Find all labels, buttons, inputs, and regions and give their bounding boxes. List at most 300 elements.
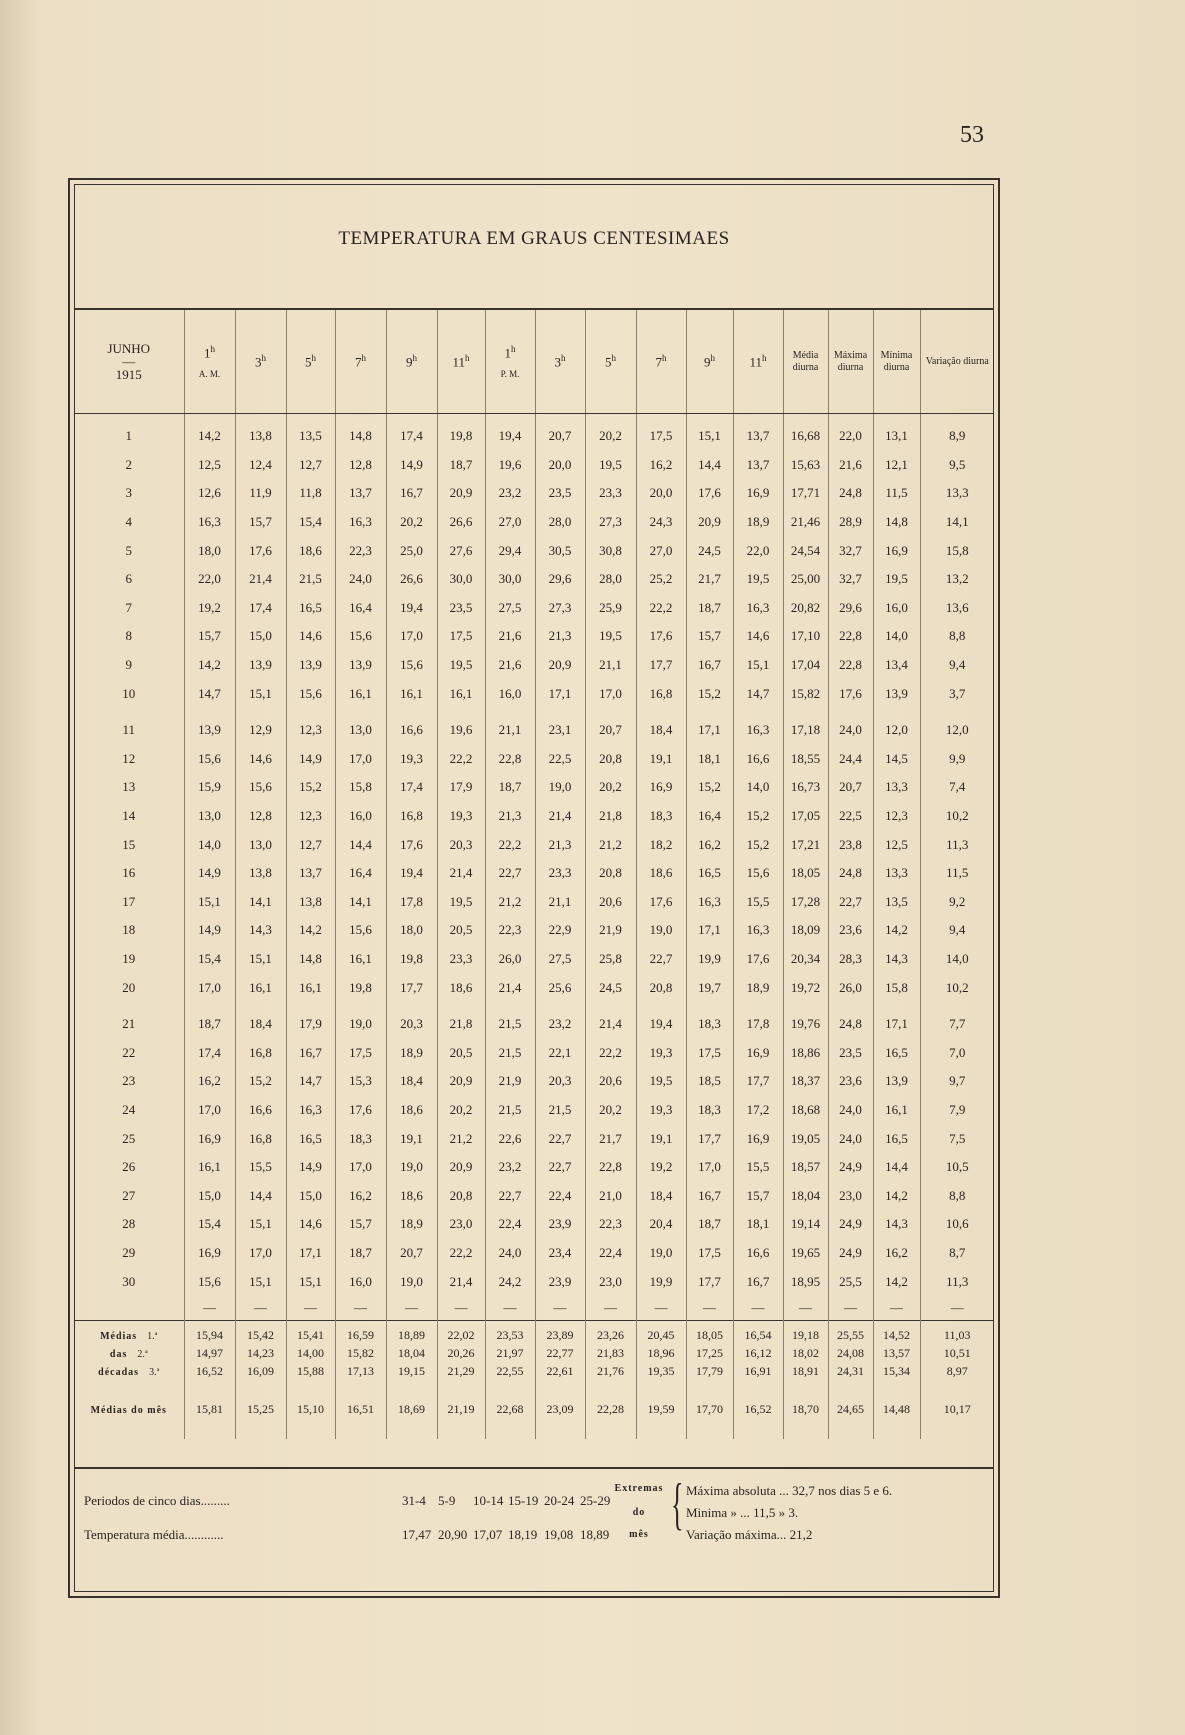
value-cell: 14,9 bbox=[286, 745, 335, 774]
value-cell: 14,6 bbox=[286, 622, 335, 651]
value-cell: 12,8 bbox=[235, 802, 286, 831]
value-cell: 15,4 bbox=[286, 508, 335, 537]
value-cell: 20,34 bbox=[783, 945, 828, 974]
value-cell: 14,7 bbox=[733, 679, 783, 708]
value-cell: 23,2 bbox=[485, 479, 535, 508]
value-cell: 15,4 bbox=[184, 1210, 235, 1239]
day-cell: 29 bbox=[122, 1244, 136, 1260]
value-cell: 16,9 bbox=[184, 1124, 235, 1153]
spacer-row bbox=[74, 414, 994, 423]
value-cell: 14,4 bbox=[335, 830, 386, 859]
value-cell: 20,2 bbox=[585, 422, 636, 451]
header-month: JUNHO bbox=[107, 340, 151, 356]
value-cell: 13,7 bbox=[733, 422, 783, 451]
value-cell: 13,9 bbox=[873, 679, 920, 708]
value-cell: 15,1 bbox=[286, 1267, 335, 1296]
value-cell: 22,8 bbox=[828, 651, 873, 680]
value-cell: 19,5 bbox=[437, 651, 485, 680]
value-cell: 23,6 bbox=[828, 1067, 873, 1096]
hour-suffix: h bbox=[710, 352, 715, 363]
value-cell: 20,4 bbox=[636, 1210, 686, 1239]
value-cell: 16,8 bbox=[235, 1124, 286, 1153]
value-cell: 17,1 bbox=[286, 1239, 335, 1268]
value-cell: 18,3 bbox=[636, 802, 686, 831]
spacer-cell bbox=[437, 414, 485, 423]
value-cell: 12,0 bbox=[873, 716, 920, 745]
value-cell: 17,5 bbox=[686, 1239, 733, 1268]
value-cell: 18,6 bbox=[286, 536, 335, 565]
value-cell: 18,4 bbox=[235, 1010, 286, 1039]
value-cell: 19,6 bbox=[437, 716, 485, 745]
value-cell: 27,0 bbox=[636, 536, 686, 565]
spacer-cell bbox=[386, 1002, 437, 1010]
page-number: 53 bbox=[960, 122, 984, 148]
value-cell: 14,3 bbox=[873, 945, 920, 974]
decade-value: 21,29 bbox=[437, 1363, 485, 1381]
value-cell: 11,8 bbox=[286, 479, 335, 508]
day-cell: 22 bbox=[122, 1044, 136, 1060]
value-cell: 16,3 bbox=[686, 888, 733, 917]
header-dash: — bbox=[122, 353, 136, 369]
day-cell: 26 bbox=[122, 1159, 136, 1175]
value-cell: 17,6 bbox=[733, 945, 783, 974]
value-cell: 15,6 bbox=[184, 1267, 235, 1296]
decade-value: 22,77 bbox=[535, 1345, 585, 1363]
value-cell: 22,7 bbox=[828, 888, 873, 917]
dash-cell: — bbox=[733, 1296, 783, 1321]
value-cell: 19,76 bbox=[783, 1010, 828, 1039]
value-cell: 19,2 bbox=[184, 594, 235, 623]
value-cell: 24,5 bbox=[686, 536, 733, 565]
value-cell: 17,0 bbox=[386, 622, 437, 651]
decade-value: 15,82 bbox=[335, 1345, 386, 1363]
extremas-label-do: do bbox=[632, 1507, 646, 1518]
value-cell: 20,8 bbox=[437, 1181, 485, 1210]
value-cell: 20,2 bbox=[437, 1096, 485, 1125]
decade-value: 19,15 bbox=[386, 1363, 437, 1381]
value-cell: 22,7 bbox=[485, 1181, 535, 1210]
value-cell: 14,3 bbox=[873, 1210, 920, 1239]
decade-label: Médias bbox=[100, 1331, 138, 1343]
value-cell: 17,71 bbox=[783, 479, 828, 508]
value-cell: 20,6 bbox=[585, 1067, 636, 1096]
day-cell: 1 bbox=[125, 428, 132, 444]
value-cell: 16,9 bbox=[636, 773, 686, 802]
temperature-table bbox=[74, 308, 994, 1439]
value-cell: 22,8 bbox=[828, 622, 873, 651]
dash-cell bbox=[74, 1296, 184, 1321]
value-cell: 16,9 bbox=[733, 1124, 783, 1153]
table-row bbox=[74, 716, 994, 745]
value-cell: 19,2 bbox=[636, 1153, 686, 1182]
value-cell: 19,14 bbox=[783, 1210, 828, 1239]
value-cell: 16,7 bbox=[386, 479, 437, 508]
value-cell: 13,0 bbox=[184, 802, 235, 831]
decade-value: 21,97 bbox=[485, 1345, 535, 1363]
value-cell: 14,6 bbox=[286, 1210, 335, 1239]
value-cell: 25,5 bbox=[828, 1267, 873, 1296]
value-cell: 32,7 bbox=[828, 536, 873, 565]
value-cell: 23,3 bbox=[535, 859, 585, 888]
value-cell: 21,46 bbox=[783, 508, 828, 537]
value-cell: 14,0 bbox=[733, 773, 783, 802]
header-hour-col bbox=[636, 309, 686, 414]
value-cell: 20,2 bbox=[386, 508, 437, 537]
header-hour-col bbox=[235, 309, 286, 414]
value-cell: 27,5 bbox=[485, 594, 535, 623]
value-cell: 16,5 bbox=[286, 1124, 335, 1153]
decade-value: 20,26 bbox=[437, 1345, 485, 1363]
value-cell: 14,9 bbox=[286, 1153, 335, 1182]
value-cell: 9,4 bbox=[920, 651, 994, 680]
value-cell: 22,7 bbox=[485, 859, 535, 888]
table-row bbox=[74, 594, 994, 623]
value-cell: 22,2 bbox=[437, 745, 485, 774]
value-cell: 21,1 bbox=[535, 888, 585, 917]
header-media-col bbox=[783, 309, 828, 414]
value-cell: 12,3 bbox=[873, 802, 920, 831]
hour-suffix: h bbox=[511, 343, 516, 354]
month-mean-value: 15,10 bbox=[286, 1381, 335, 1439]
value-cell: 16,9 bbox=[733, 479, 783, 508]
value-cell: 17,7 bbox=[386, 973, 437, 1002]
spacer-cell bbox=[920, 1002, 994, 1010]
value-cell: 15,6 bbox=[235, 773, 286, 802]
value-cell: 19,5 bbox=[585, 451, 636, 480]
value-cell: 17,0 bbox=[184, 1096, 235, 1125]
value-cell: 14,7 bbox=[184, 679, 235, 708]
header-hour-col bbox=[485, 309, 535, 414]
value-cell: 19,0 bbox=[636, 916, 686, 945]
month-mean-value: 21,19 bbox=[437, 1381, 485, 1439]
decade-value: 18,02 bbox=[783, 1345, 828, 1363]
value-cell: 25,6 bbox=[535, 973, 585, 1002]
value-cell: 17,6 bbox=[235, 536, 286, 565]
table-row bbox=[74, 565, 994, 594]
value-cell: 18,4 bbox=[636, 716, 686, 745]
table-row bbox=[74, 1010, 994, 1039]
value-cell: 13,5 bbox=[873, 888, 920, 917]
spacer-cell bbox=[286, 1002, 335, 1010]
header-minima: Mínima diurna bbox=[880, 349, 913, 373]
table-row bbox=[74, 802, 994, 831]
value-cell: 17,0 bbox=[686, 1153, 733, 1182]
value-cell: 24,2 bbox=[485, 1267, 535, 1296]
value-cell: 17,9 bbox=[286, 1010, 335, 1039]
table-row bbox=[74, 973, 994, 1002]
value-cell: 18,7 bbox=[686, 594, 733, 623]
month-mean-value: 16,52 bbox=[733, 1381, 783, 1439]
hour-suffix: h bbox=[611, 352, 616, 363]
header-pm: P. M. bbox=[500, 369, 520, 380]
value-cell: 16,9 bbox=[873, 536, 920, 565]
day-cell: 2 bbox=[125, 456, 132, 472]
value-cell: 14,1 bbox=[235, 888, 286, 917]
decade-value: 19,35 bbox=[636, 1363, 686, 1381]
value-cell: 12,3 bbox=[286, 716, 335, 745]
header-hour-col bbox=[184, 309, 235, 414]
spacer-cell bbox=[585, 708, 636, 716]
value-cell: 18,0 bbox=[386, 916, 437, 945]
month-mean-row bbox=[74, 1381, 994, 1439]
value-cell: 12,7 bbox=[286, 451, 335, 480]
value-cell: 16,1 bbox=[184, 1153, 235, 1182]
value-cell: 12,9 bbox=[235, 716, 286, 745]
value-cell: 28,0 bbox=[585, 565, 636, 594]
spacer-cell bbox=[485, 1002, 535, 1010]
value-cell: 15,1 bbox=[235, 679, 286, 708]
value-cell: 17,5 bbox=[636, 422, 686, 451]
day-cell: 19 bbox=[122, 950, 136, 966]
header-hour: 11 bbox=[749, 354, 763, 370]
value-cell: 19,5 bbox=[636, 1067, 686, 1096]
dash-cell: — bbox=[286, 1296, 335, 1321]
value-cell: 14,0 bbox=[873, 622, 920, 651]
header-hour-col bbox=[686, 309, 733, 414]
maxima-absoluta: Máxima absoluta ... 32,7 nos dias 5 e 6. bbox=[686, 1483, 893, 1498]
day-cell: 8 bbox=[125, 628, 132, 644]
table-row bbox=[74, 745, 994, 774]
value-cell: 14,9 bbox=[184, 916, 235, 945]
value-cell: 11,5 bbox=[920, 859, 994, 888]
value-cell: 16,1 bbox=[873, 1096, 920, 1125]
value-cell: 21,3 bbox=[535, 830, 585, 859]
value-cell: 17,0 bbox=[235, 1239, 286, 1268]
header-date-col bbox=[74, 309, 184, 414]
value-cell: 17,4 bbox=[235, 594, 286, 623]
value-cell: 18,7 bbox=[485, 773, 535, 802]
value-cell: 18,55 bbox=[783, 745, 828, 774]
value-cell: 22,9 bbox=[535, 916, 585, 945]
value-cell: 20,82 bbox=[783, 594, 828, 623]
value-cell: 30,8 bbox=[585, 536, 636, 565]
decade-ordinal: 3.ª bbox=[149, 1367, 160, 1379]
value-cell: 17,18 bbox=[783, 716, 828, 745]
decade-value: 14,97 bbox=[184, 1345, 235, 1363]
day-cell: 10 bbox=[122, 685, 136, 701]
decade-value: 15,94 bbox=[184, 1320, 235, 1345]
period-range: 31-4 bbox=[402, 1493, 426, 1508]
value-cell: 15,0 bbox=[184, 1181, 235, 1210]
value-cell: 18,6 bbox=[636, 859, 686, 888]
value-cell: 23,0 bbox=[828, 1181, 873, 1210]
spacer-cell bbox=[733, 1002, 783, 1010]
value-cell: 19,5 bbox=[873, 565, 920, 594]
value-cell: 13,0 bbox=[235, 830, 286, 859]
value-cell: 23,8 bbox=[828, 830, 873, 859]
month-mean-value: 22,28 bbox=[585, 1381, 636, 1439]
value-cell: 24,9 bbox=[828, 1153, 873, 1182]
value-cell: 24,3 bbox=[636, 508, 686, 537]
value-cell: 24,0 bbox=[828, 1124, 873, 1153]
month-mean-value: 16,51 bbox=[335, 1381, 386, 1439]
dash-cell: — bbox=[873, 1296, 920, 1321]
decade-value: 16,54 bbox=[733, 1320, 783, 1345]
value-cell: 27,3 bbox=[535, 594, 585, 623]
table-body bbox=[74, 414, 994, 1439]
header-hour-col bbox=[386, 309, 437, 414]
value-cell: 16,3 bbox=[733, 716, 783, 745]
day-cell: 25 bbox=[122, 1130, 136, 1146]
value-cell: 15,1 bbox=[235, 1267, 286, 1296]
month-mean-value: 22,68 bbox=[485, 1381, 535, 1439]
value-cell: 14,1 bbox=[335, 888, 386, 917]
value-cell: 15,1 bbox=[235, 945, 286, 974]
spacer-cell bbox=[686, 1002, 733, 1010]
value-cell: 16,5 bbox=[286, 594, 335, 623]
value-cell: 21,7 bbox=[686, 565, 733, 594]
value-cell: 18,3 bbox=[686, 1010, 733, 1039]
value-cell: 13,8 bbox=[286, 888, 335, 917]
value-cell: 10,2 bbox=[920, 973, 994, 1002]
value-cell: 9,7 bbox=[920, 1067, 994, 1096]
value-cell: 12,6 bbox=[184, 479, 235, 508]
value-cell: 9,2 bbox=[920, 888, 994, 917]
value-cell: 13,7 bbox=[286, 859, 335, 888]
value-cell: 21,5 bbox=[485, 1096, 535, 1125]
value-cell: 7,5 bbox=[920, 1124, 994, 1153]
value-cell: 18,5 bbox=[686, 1067, 733, 1096]
period-temp: 17,47 bbox=[402, 1527, 432, 1542]
value-cell: 17,2 bbox=[733, 1096, 783, 1125]
decade-value: 19,18 bbox=[783, 1320, 828, 1345]
table-row bbox=[74, 945, 994, 974]
value-cell: 21,5 bbox=[485, 1010, 535, 1039]
value-cell: 20,9 bbox=[686, 508, 733, 537]
value-cell: 21,4 bbox=[437, 859, 485, 888]
dash-cell: — bbox=[485, 1296, 535, 1321]
value-cell: 22,7 bbox=[535, 1153, 585, 1182]
period-range: 10-14 bbox=[473, 1493, 504, 1508]
value-cell: 16,8 bbox=[386, 802, 437, 831]
value-cell: 27,0 bbox=[485, 508, 535, 537]
value-cell: 24,8 bbox=[828, 1010, 873, 1039]
value-cell: 16,1 bbox=[286, 973, 335, 1002]
value-cell: 19,0 bbox=[636, 1239, 686, 1268]
value-cell: 19,3 bbox=[386, 745, 437, 774]
value-cell: 17,1 bbox=[873, 1010, 920, 1039]
value-cell: 21,0 bbox=[585, 1181, 636, 1210]
value-cell: 21,8 bbox=[585, 802, 636, 831]
table-title: TEMPERATURA EM GRAUS CENTESIMAES bbox=[338, 228, 730, 249]
period-range: 5-9 bbox=[438, 1493, 456, 1508]
decade-value: 18,04 bbox=[386, 1345, 437, 1363]
value-cell: 16,73 bbox=[783, 773, 828, 802]
month-mean-value: 10,17 bbox=[920, 1381, 994, 1439]
spacer-cell bbox=[235, 414, 286, 423]
value-cell: 18,7 bbox=[184, 1010, 235, 1039]
table-row bbox=[74, 1153, 994, 1182]
value-cell: 13,9 bbox=[184, 716, 235, 745]
value-cell: 18,7 bbox=[437, 451, 485, 480]
decade-value: 20,45 bbox=[636, 1320, 686, 1345]
value-cell: 17,28 bbox=[783, 888, 828, 917]
table-row bbox=[74, 651, 994, 680]
value-cell: 21,2 bbox=[437, 1124, 485, 1153]
value-cell: 18,04 bbox=[783, 1181, 828, 1210]
decade-value: 15,41 bbox=[286, 1320, 335, 1345]
value-cell: 16,1 bbox=[437, 679, 485, 708]
value-cell: 11,9 bbox=[235, 479, 286, 508]
value-cell: 22,3 bbox=[485, 916, 535, 945]
value-cell: 13,9 bbox=[873, 1067, 920, 1096]
value-cell: 16,1 bbox=[235, 973, 286, 1002]
value-cell: 18,05 bbox=[783, 859, 828, 888]
value-cell: 16,5 bbox=[873, 1124, 920, 1153]
value-cell: 14,2 bbox=[184, 422, 235, 451]
value-cell: 14,7 bbox=[286, 1067, 335, 1096]
value-cell: 15,8 bbox=[873, 973, 920, 1002]
value-cell: 16,8 bbox=[235, 1038, 286, 1067]
value-cell: 20,8 bbox=[585, 745, 636, 774]
value-cell: 14,8 bbox=[335, 422, 386, 451]
value-cell: 18,9 bbox=[733, 973, 783, 1002]
spacer-cell bbox=[386, 708, 437, 716]
value-cell: 29,6 bbox=[535, 565, 585, 594]
value-cell: 17,1 bbox=[686, 916, 733, 945]
value-cell: 15,0 bbox=[235, 622, 286, 651]
table-row bbox=[74, 536, 994, 565]
value-cell: 9,4 bbox=[920, 916, 994, 945]
value-cell: 21,2 bbox=[485, 888, 535, 917]
value-cell: 17,04 bbox=[783, 651, 828, 680]
decade-value: 17,13 bbox=[335, 1363, 386, 1381]
value-cell: 14,0 bbox=[184, 830, 235, 859]
value-cell: 8,9 bbox=[920, 422, 994, 451]
value-cell: 17,6 bbox=[335, 1096, 386, 1125]
value-cell: 32,7 bbox=[828, 565, 873, 594]
spacer-cell bbox=[535, 1002, 585, 1010]
hour-suffix: h bbox=[561, 352, 566, 363]
value-cell: 15,5 bbox=[733, 1153, 783, 1182]
value-cell: 22,7 bbox=[535, 1124, 585, 1153]
hour-suffix: h bbox=[361, 352, 366, 363]
spacer-cell bbox=[535, 414, 585, 423]
value-cell: 17,5 bbox=[437, 622, 485, 651]
value-cell: 10,6 bbox=[920, 1210, 994, 1239]
month-mean-value: 19,59 bbox=[636, 1381, 686, 1439]
value-cell: 17,10 bbox=[783, 622, 828, 651]
header-hour: 9 bbox=[406, 354, 413, 370]
decade-row bbox=[74, 1345, 994, 1363]
value-cell: 20,5 bbox=[437, 916, 485, 945]
value-cell: 23,6 bbox=[828, 916, 873, 945]
value-cell: 30,0 bbox=[437, 565, 485, 594]
value-cell: 22,8 bbox=[585, 1153, 636, 1182]
value-cell: 15,2 bbox=[286, 773, 335, 802]
value-cell: 17,0 bbox=[335, 1153, 386, 1182]
decade-value: 8,97 bbox=[920, 1363, 994, 1381]
decade-value: 11,03 bbox=[920, 1320, 994, 1345]
spacer-cell bbox=[286, 708, 335, 716]
spacer-cell bbox=[235, 1002, 286, 1010]
value-cell: 14,8 bbox=[873, 508, 920, 537]
value-cell: 19,9 bbox=[686, 945, 733, 974]
value-cell: 18,6 bbox=[386, 1096, 437, 1125]
value-cell: 16,9 bbox=[733, 1038, 783, 1067]
value-cell: 16,1 bbox=[335, 679, 386, 708]
day-cell: 3 bbox=[125, 485, 132, 501]
value-cell: 11,3 bbox=[920, 830, 994, 859]
value-cell: 21,3 bbox=[535, 622, 585, 651]
value-cell: 15,2 bbox=[686, 773, 733, 802]
decade-value: 23,26 bbox=[585, 1320, 636, 1345]
value-cell: 19,8 bbox=[386, 945, 437, 974]
value-cell: 12,5 bbox=[184, 451, 235, 480]
value-cell: 22,6 bbox=[485, 1124, 535, 1153]
value-cell: 16,7 bbox=[733, 1267, 783, 1296]
header-hour-col bbox=[585, 309, 636, 414]
